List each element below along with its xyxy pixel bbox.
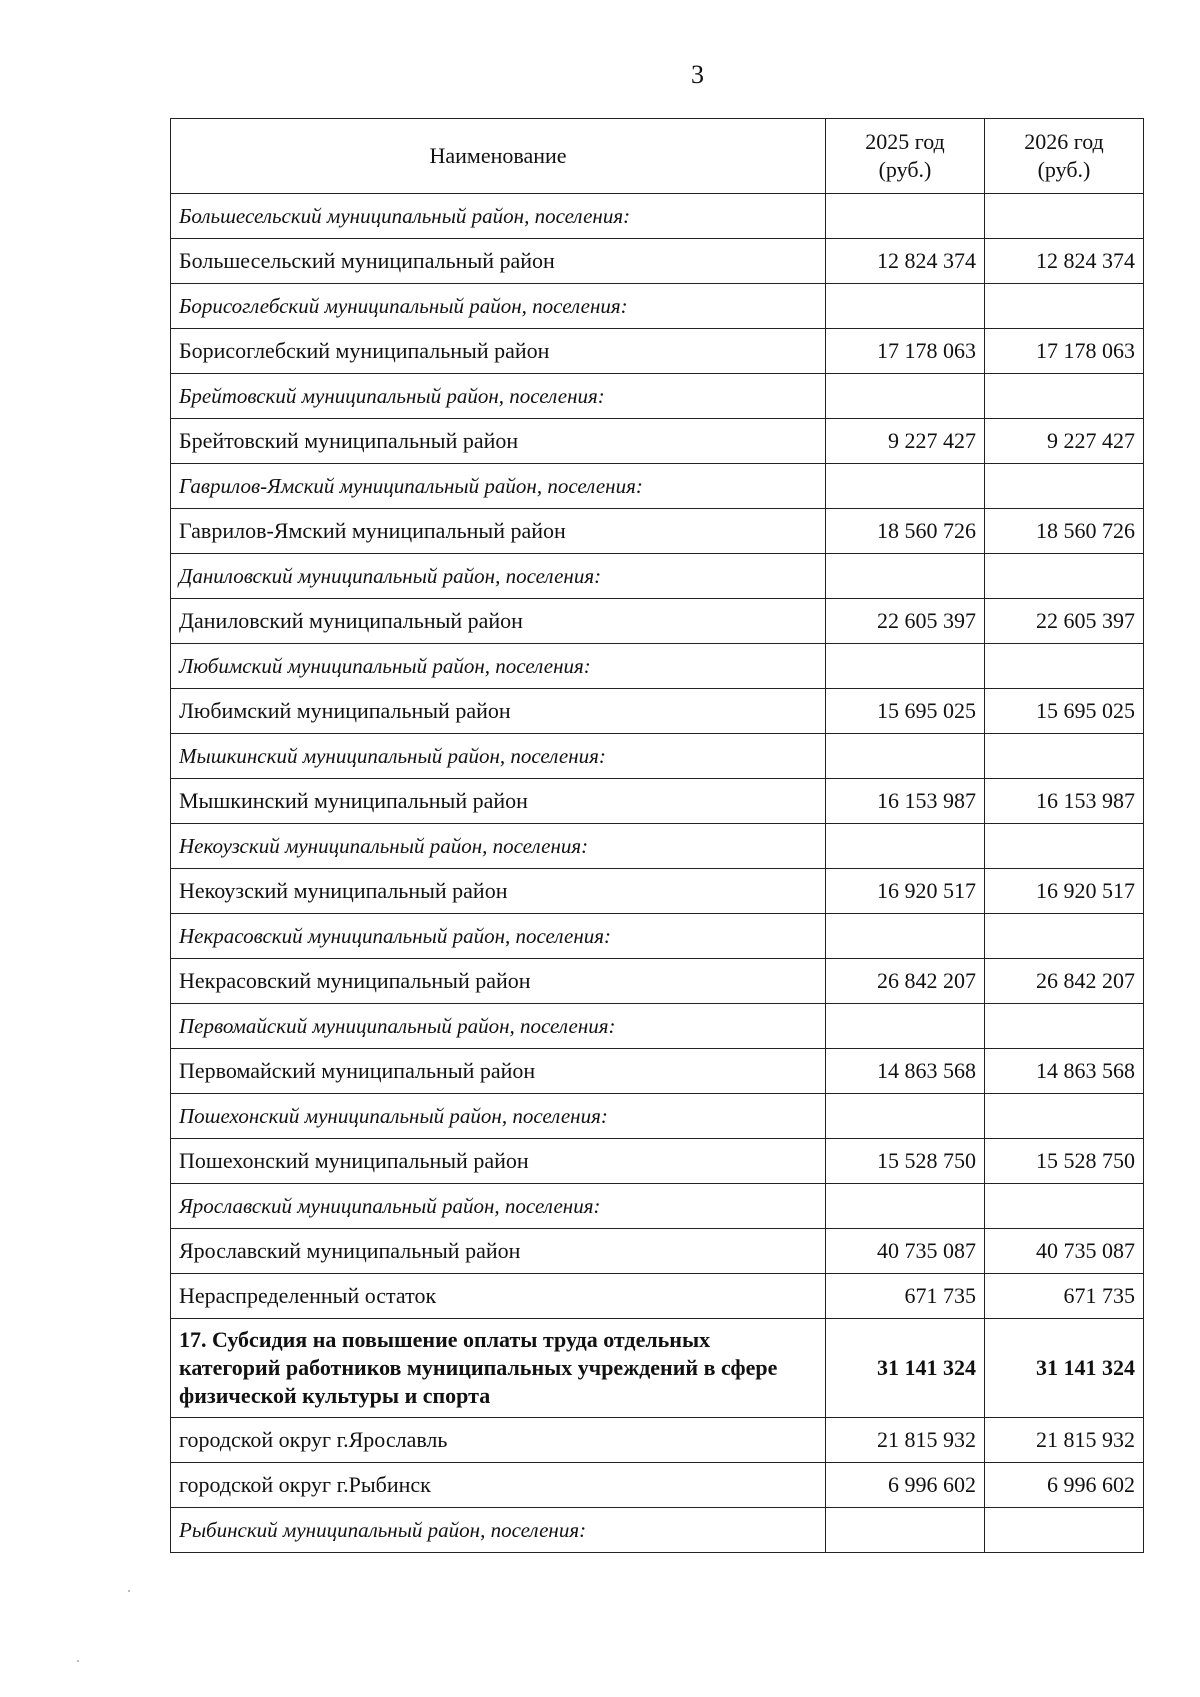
budget-table (170, 118, 1144, 1553)
page-number: 3 (691, 60, 704, 89)
table-group-heading-row (171, 554, 1144, 599)
row-2026-value: 40 735 087 (985, 1229, 1144, 1274)
row-name-cell: Ярославский муниципальный район, поселения: (171, 1184, 826, 1229)
row-2026-value (985, 824, 1144, 869)
row-2025-value: 14 863 568 (826, 1049, 985, 1094)
row-name-cell: Большесельский муниципальный район (171, 239, 826, 284)
row-2025-value: 31 141 324 (826, 1319, 985, 1418)
row-2026-value (985, 554, 1144, 599)
row-name-cell: городской округ г.Ярославль (171, 1418, 826, 1463)
column-header-2025 (826, 119, 985, 194)
table-group-heading-row (171, 284, 1144, 329)
row-2026-value: 21 815 932 (985, 1418, 1144, 1463)
row-2026-value (985, 1184, 1144, 1229)
table-row (171, 689, 1144, 734)
column-header-2026-year: 2026 год (1024, 129, 1104, 154)
row-name-cell: Большесельский муниципальный район, поселения: (171, 194, 826, 239)
row-name-cell: Некоузский муниципальный район (171, 869, 826, 914)
row-name-cell: Некрасовский муниципальный район (171, 959, 826, 1004)
row-name-cell: Некоузский муниципальный район, поселения: (171, 824, 826, 869)
table-row (171, 959, 1144, 1004)
row-2026-value (985, 1004, 1144, 1049)
row-2026-value (985, 194, 1144, 239)
scan-speck (128, 1590, 130, 1592)
row-2025-value (826, 284, 985, 329)
row-2026-value: 15 528 750 (985, 1139, 1144, 1184)
table-row (171, 329, 1144, 374)
row-2025-value (826, 734, 985, 779)
table-row (171, 1049, 1144, 1094)
table-row (171, 1418, 1144, 1463)
row-2026-value (985, 644, 1144, 689)
table-row (171, 1139, 1144, 1184)
table-group-heading-row (171, 1094, 1144, 1139)
table-group-heading-row (171, 194, 1144, 239)
row-2026-value (985, 734, 1144, 779)
row-2025-value (826, 914, 985, 959)
row-2025-value (826, 1184, 985, 1229)
row-2026-value: 14 863 568 (985, 1049, 1144, 1094)
table-section-row (171, 1319, 1144, 1418)
row-2025-value: 17 178 063 (826, 329, 985, 374)
table-group-heading-row (171, 914, 1144, 959)
row-2025-value: 671 735 (826, 1274, 985, 1319)
row-2025-value: 22 605 397 (826, 599, 985, 644)
row-2026-value (985, 284, 1144, 329)
table-group-heading-row (171, 374, 1144, 419)
table-group-heading-row (171, 1508, 1144, 1553)
row-name-cell: Пошехонский муниципальный район, поселения: (171, 1094, 826, 1139)
table-header-row (171, 119, 1144, 194)
table-row (171, 1463, 1144, 1508)
row-2025-value: 40 735 087 (826, 1229, 985, 1274)
row-2025-value: 9 227 427 (826, 419, 985, 464)
table-row (171, 509, 1144, 554)
row-name-cell: Гаврилов-Ямский муниципальный район (171, 509, 826, 554)
table-row (171, 419, 1144, 464)
row-2025-value: 16 920 517 (826, 869, 985, 914)
row-name-cell: Мышкинский муниципальный район (171, 779, 826, 824)
table-row (171, 239, 1144, 284)
table-row (171, 869, 1144, 914)
row-2026-value: 17 178 063 (985, 329, 1144, 374)
row-2026-value (985, 464, 1144, 509)
column-header-2026-unit: (руб.) (1037, 157, 1091, 182)
row-name-cell: Брейтовский муниципальный район, поселения: (171, 374, 826, 419)
table-group-heading-row (171, 644, 1144, 689)
table-body (171, 194, 1144, 1553)
row-name-cell: городской округ г.Рыбинск (171, 1463, 826, 1508)
row-2026-value: 26 842 207 (985, 959, 1144, 1004)
row-2026-value: 16 920 517 (985, 869, 1144, 914)
row-name-cell: Гаврилов-Ямский муниципальный район, поселения: (171, 464, 826, 509)
row-name-cell: Нераспределенный остаток (171, 1274, 826, 1319)
row-2025-value (826, 1508, 985, 1553)
column-header-2025-unit: (руб.) (878, 157, 932, 182)
row-2026-value: 31 141 324 (985, 1319, 1144, 1418)
row-name-cell: Ярославский муниципальный район (171, 1229, 826, 1274)
row-name-cell: Борисоглебский муниципальный район (171, 329, 826, 374)
row-2025-value: 26 842 207 (826, 959, 985, 1004)
row-name-cell: Брейтовский муниципальный район (171, 419, 826, 464)
row-2025-value (826, 374, 985, 419)
row-2025-value: 6 996 602 (826, 1463, 985, 1508)
row-name-cell: Некрасовский муниципальный район, поселения: (171, 914, 826, 959)
row-2026-value: 6 996 602 (985, 1463, 1144, 1508)
row-2025-value (826, 824, 985, 869)
row-2025-value: 15 528 750 (826, 1139, 985, 1184)
row-2025-value: 16 153 987 (826, 779, 985, 824)
table-group-heading-row (171, 1184, 1144, 1229)
table-row (171, 599, 1144, 644)
row-name-cell: 17. Субсидия на повышение оплаты труда отдельных категорий работников муниципальных учреждений в сфере физической культуры и спорта (171, 1319, 826, 1418)
row-2026-value: 16 153 987 (985, 779, 1144, 824)
table-group-heading-row (171, 1004, 1144, 1049)
row-2025-value: 15 695 025 (826, 689, 985, 734)
row-2026-value: 12 824 374 (985, 239, 1144, 284)
row-2025-value: 12 824 374 (826, 239, 985, 284)
row-name-cell: Борисоглебский муниципальный район, поселения: (171, 284, 826, 329)
row-name-cell: Любимский муниципальный район (171, 689, 826, 734)
table-group-heading-row (171, 734, 1144, 779)
table-row (171, 1229, 1144, 1274)
row-2025-value: 18 560 726 (826, 509, 985, 554)
row-name-cell: Первомайский муниципальный район (171, 1049, 826, 1094)
column-header-name: Наименование (171, 119, 826, 194)
row-name-cell: Первомайский муниципальный район, поселения: (171, 1004, 826, 1049)
row-name-cell: Пошехонский муниципальный район (171, 1139, 826, 1184)
row-name-cell: Мышкинский муниципальный район, поселения: (171, 734, 826, 779)
row-2025-value (826, 464, 985, 509)
table-row (171, 779, 1144, 824)
row-name-cell: Рыбинский муниципальный район, поселения: (171, 1508, 826, 1553)
row-2026-value (985, 1508, 1144, 1553)
row-2026-value: 15 695 025 (985, 689, 1144, 734)
row-2026-value: 18 560 726 (985, 509, 1144, 554)
row-2026-value (985, 1094, 1144, 1139)
column-header-2026 (985, 119, 1144, 194)
row-2025-value (826, 1004, 985, 1049)
row-name-cell: Даниловский муниципальный район (171, 599, 826, 644)
column-header-2025-year: 2025 год (865, 129, 945, 154)
row-2025-value (826, 554, 985, 599)
row-2026-value (985, 374, 1144, 419)
table-row (171, 1274, 1144, 1319)
row-2025-value (826, 644, 985, 689)
row-2026-value: 671 735 (985, 1274, 1144, 1319)
row-2025-value: 21 815 932 (826, 1418, 985, 1463)
row-2025-value (826, 194, 985, 239)
table-group-heading-row (171, 464, 1144, 509)
row-2026-value: 9 227 427 (985, 419, 1144, 464)
scan-speck (77, 1660, 79, 1662)
table-group-heading-row (171, 824, 1144, 869)
row-name-cell: Любимский муниципальный район, поселения: (171, 644, 826, 689)
row-2025-value (826, 1094, 985, 1139)
row-2026-value (985, 914, 1144, 959)
row-2026-value: 22 605 397 (985, 599, 1144, 644)
row-name-cell: Даниловский муниципальный район, поселения: (171, 554, 826, 599)
